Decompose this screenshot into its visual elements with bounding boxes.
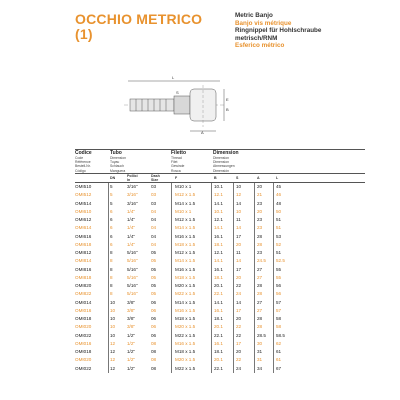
col-a: A xyxy=(257,176,260,180)
cell-dash: 04 xyxy=(151,233,157,239)
cell-codice: OMI020 xyxy=(75,357,92,363)
cell-pollici: 5/16" xyxy=(127,274,138,280)
cell-dn: 5 xyxy=(110,200,113,206)
drawing-label-b: B xyxy=(226,107,229,112)
cell-filetto: M10 x 1 xyxy=(175,184,192,189)
cell-a: 27 xyxy=(257,274,263,280)
cell-dn: 12 xyxy=(110,357,116,363)
cell-b: 14.1 xyxy=(214,200,223,206)
table-row xyxy=(75,323,365,331)
cell-l: 61 xyxy=(276,349,282,354)
cell-a: 28 xyxy=(257,324,263,330)
cell-l: 52 xyxy=(276,241,282,247)
banjo-fitting-drawing xyxy=(120,75,250,135)
cell-s: 22 xyxy=(236,357,242,363)
cell-dn: 10 xyxy=(110,307,116,313)
cell-dn: 12 xyxy=(110,349,116,354)
cell-a: 28 xyxy=(257,316,263,321)
table-row xyxy=(75,249,365,257)
table-row xyxy=(75,307,365,315)
page-title xyxy=(75,12,202,42)
cell-l: 58 xyxy=(276,316,282,321)
header-codice: Codice Code Référence Bestell-Nr. Código xyxy=(75,150,92,173)
cell-pollici: 5/16" xyxy=(127,283,138,288)
cell-a: 23 xyxy=(257,217,263,222)
table-subheader xyxy=(75,173,365,183)
cell-l: 56 xyxy=(276,283,282,288)
cell-codice: OMI816 xyxy=(75,266,92,272)
col-b: B xyxy=(214,176,217,180)
cell-l: 51 xyxy=(276,217,282,222)
cell-b: 12.1 xyxy=(214,192,223,198)
cell-l: 45 xyxy=(276,184,282,189)
column-separator xyxy=(171,183,172,373)
cell-filetto: M16 x 1.5 xyxy=(175,340,196,346)
cell-b: 14.1 xyxy=(214,299,223,305)
table-row xyxy=(75,233,365,241)
cell-dash: 06 xyxy=(151,324,157,330)
cell-dash: 08 xyxy=(151,340,157,346)
cell-dash: 04 xyxy=(151,217,157,222)
title-line-2: (1) xyxy=(75,26,93,42)
table-row xyxy=(75,340,365,348)
cell-s: 14 xyxy=(236,200,242,206)
cell-b: 18.1 xyxy=(214,316,223,321)
cell-filetto: M18 x 1.5 xyxy=(175,241,196,247)
cell-a: 27 xyxy=(257,266,263,272)
cell-a: 28 xyxy=(257,233,263,239)
cell-pollici: 1/2" xyxy=(127,365,136,371)
cell-dash: 04 xyxy=(151,208,157,214)
cell-filetto: M18 x 1.5 xyxy=(175,274,196,280)
cell-dash: 06 xyxy=(151,332,157,338)
cell-filetto: M14 x 1.5 xyxy=(175,200,196,206)
column-separator xyxy=(108,183,109,373)
col-l: L xyxy=(276,176,279,180)
cell-filetto: M10 x 1 xyxy=(175,208,192,214)
cell-filetto: M18 x 1.5 xyxy=(175,316,196,321)
cell-a: 34 xyxy=(257,365,263,371)
cell-codice: OMI822 xyxy=(75,291,92,297)
cell-b: 20.1 xyxy=(214,324,223,330)
table-row xyxy=(75,348,365,356)
cell-b: 16.1 xyxy=(214,340,223,346)
cell-codice: OMI510 xyxy=(75,184,92,189)
cell-a: 31 xyxy=(257,357,263,363)
cell-codice: OMI616 xyxy=(75,233,92,239)
table-row xyxy=(75,208,365,216)
cell-dash: 05 xyxy=(151,274,157,280)
cell-pollici: 1/2" xyxy=(127,349,136,354)
cell-codice: OMI612 xyxy=(75,217,92,222)
title-line-1: OCCHIO METRICO xyxy=(75,11,203,27)
col-dn: DN xyxy=(110,176,116,180)
cell-codice: OMI820 xyxy=(75,283,92,288)
cell-dash: 06 xyxy=(151,299,157,305)
cell-s: 17 xyxy=(236,233,242,239)
cell-s: 24 xyxy=(236,291,242,297)
cell-a: 31 xyxy=(257,349,263,354)
cell-a: 20 xyxy=(257,184,263,189)
cell-a: 23 xyxy=(257,200,263,206)
table-row xyxy=(75,290,365,298)
cell-dn: 6 xyxy=(110,208,113,214)
cell-pollici: 5/16" xyxy=(127,250,138,255)
table-row xyxy=(75,282,365,290)
cell-filetto: M12 x 1.5 xyxy=(175,250,196,255)
cell-a: 21 xyxy=(257,192,263,198)
cell-filetto: M12 x 1.5 xyxy=(175,217,196,222)
cell-codice: OMI812 xyxy=(75,250,92,255)
cell-pollici: 1/4" xyxy=(127,225,136,231)
cell-a: 23 xyxy=(257,225,263,231)
cell-pollici: 1/4" xyxy=(127,233,136,239)
cell-l: 50 xyxy=(276,208,282,214)
cell-dash: 06 xyxy=(151,307,157,313)
cell-filetto: M14 x 1.5 xyxy=(175,258,196,264)
cell-dn: 12 xyxy=(110,340,116,346)
table-row xyxy=(75,224,365,232)
cell-l: 57 xyxy=(276,307,282,313)
cell-l: 61 xyxy=(276,357,282,363)
cell-codice: OMI016 xyxy=(75,340,92,346)
drawing-label-l: L xyxy=(172,75,175,80)
cell-codice: OMI512 xyxy=(75,192,92,198)
cell-filetto: M16 x 1.5 xyxy=(175,307,196,313)
cell-dash: 08 xyxy=(151,349,157,354)
cell-filetto: M14 x 1.5 xyxy=(175,299,196,305)
name-german: Ringnippel für Hohlschraube xyxy=(235,27,322,35)
cell-filetto: M20 x 1.5 xyxy=(175,283,196,288)
cell-dash: 03 xyxy=(151,184,157,189)
cell-l: 67 xyxy=(276,365,282,371)
cell-s: 22 xyxy=(236,332,242,338)
table-row xyxy=(75,299,365,307)
table-body xyxy=(75,183,365,373)
cell-pollici: 5/16" xyxy=(127,258,138,264)
cell-pollici: 1/4" xyxy=(127,208,136,214)
cell-dash: 03 xyxy=(151,192,157,198)
cell-dn: 5 xyxy=(110,192,113,198)
cell-codice: OMI610 xyxy=(75,208,92,214)
cell-dash: 08 xyxy=(151,357,157,363)
cell-pollici: 1/2" xyxy=(127,332,136,338)
cell-b: 22.1 xyxy=(214,332,223,338)
cell-l: 51 xyxy=(276,250,282,255)
cell-b: 12.1 xyxy=(214,250,223,255)
collar xyxy=(174,96,190,114)
cell-s: 10 xyxy=(236,208,242,214)
product-names xyxy=(235,12,321,50)
header-filetto: Filetto Thread Filet Gewinde Rosca xyxy=(171,150,186,173)
name-english: Metric Banjo xyxy=(235,12,273,19)
cell-dash: 04 xyxy=(151,225,157,231)
cell-pollici: 3/8" xyxy=(127,299,136,305)
cell-dash: 05 xyxy=(151,258,157,264)
cell-a: 28 xyxy=(257,283,263,288)
cell-a: 27 xyxy=(257,299,263,305)
cell-filetto: M16 x 1.5 xyxy=(175,266,196,272)
table-row xyxy=(75,356,365,364)
cell-b: 14.1 xyxy=(214,258,223,264)
cell-l: 51 xyxy=(276,225,282,231)
cell-b: 20.1 xyxy=(214,283,223,288)
cell-b: 16.1 xyxy=(214,233,223,239)
table-header xyxy=(75,145,365,173)
cell-s: 14 xyxy=(236,258,242,264)
cell-s: 14 xyxy=(236,225,242,231)
cell-filetto: M18 x 1.5 xyxy=(175,349,196,354)
cell-s: 20 xyxy=(236,241,242,247)
cell-b: 18.1 xyxy=(214,349,223,354)
cell-pollici: 1/4" xyxy=(127,217,136,222)
cell-pollici: 3/16" xyxy=(127,184,138,189)
cell-l: 62 xyxy=(276,340,282,346)
cell-l: 48 xyxy=(276,200,282,206)
cell-dn: 10 xyxy=(110,316,116,321)
cell-dn: 10 xyxy=(110,299,116,305)
cell-b: 20.1 xyxy=(214,357,223,363)
cell-dash: 05 xyxy=(151,291,157,297)
name-spanish: Esferico métrico xyxy=(235,42,285,50)
cell-dash: 05 xyxy=(151,283,157,288)
drawing-label-s: S xyxy=(176,90,179,95)
cell-a: 28.5 xyxy=(257,332,266,338)
cell-b: 18.1 xyxy=(214,274,223,280)
cell-codice: OMI018 xyxy=(75,349,92,354)
cell-s: 11 xyxy=(236,250,241,255)
cell-dn: 6 xyxy=(110,241,113,247)
cell-a: 30 xyxy=(257,340,263,346)
cell-filetto: M22 x 1.5 xyxy=(175,365,196,371)
cell-b: 16.1 xyxy=(214,266,223,272)
cell-dn: 10 xyxy=(110,332,116,338)
cell-s: 10 xyxy=(236,184,242,189)
cell-s: 20 xyxy=(236,274,242,280)
col-s: S xyxy=(236,176,239,180)
cell-dn: 8 xyxy=(110,274,113,280)
cell-dn: 12 xyxy=(110,365,116,371)
cell-filetto: M16 x 1.5 xyxy=(175,233,196,239)
cell-b: 22.1 xyxy=(214,365,223,371)
cell-pollici: 3/8" xyxy=(127,316,136,321)
cell-dn: 8 xyxy=(110,283,113,288)
cell-l: 58 xyxy=(276,324,282,330)
col-pollici: Pollici In xyxy=(127,174,138,182)
cell-b: 10.1 xyxy=(214,208,223,214)
cell-l: 57 xyxy=(276,299,282,305)
cell-dn: 8 xyxy=(110,266,113,272)
cell-a: 24.5 xyxy=(257,258,266,264)
col-f: F xyxy=(175,176,178,180)
table-row xyxy=(75,257,365,265)
cell-a: 28 xyxy=(257,241,263,247)
cell-l: 52.5 xyxy=(276,258,285,264)
cell-b: 10.1 xyxy=(214,184,223,189)
table-row xyxy=(75,266,365,274)
cell-dn: 5 xyxy=(110,184,113,189)
cell-l: 55 xyxy=(276,266,282,272)
cell-filetto: M20 x 1.5 xyxy=(175,324,196,330)
cell-l: 56 xyxy=(276,291,282,297)
cell-pollici: 3/16" xyxy=(127,192,138,198)
drawing-label-a: A xyxy=(201,130,204,135)
cell-l: 58.5 xyxy=(276,332,285,338)
table-row xyxy=(75,274,365,282)
cell-l: 55 xyxy=(276,274,282,280)
cell-s: 20 xyxy=(236,349,242,354)
cell-pollici: 1/2" xyxy=(127,340,136,346)
cell-s: 12 xyxy=(236,192,242,198)
cell-codice: OMI022 xyxy=(75,365,92,371)
cell-codice: OMI016 xyxy=(75,307,92,313)
cell-dash: 03 xyxy=(151,200,157,206)
cell-s: 22 xyxy=(236,324,242,330)
cell-s: 24 xyxy=(236,365,242,371)
cell-b: 18.1 xyxy=(214,241,223,247)
cell-b: 12.1 xyxy=(214,217,223,222)
cell-codice: OMI018 xyxy=(75,316,92,321)
cell-pollici: 3/8" xyxy=(127,324,136,330)
cell-pollici: 5/16" xyxy=(127,266,138,272)
cell-filetto: M22 x 1.5 xyxy=(175,332,196,338)
cell-s: 11 xyxy=(236,217,241,222)
table-row xyxy=(75,365,365,373)
cell-l: 46 xyxy=(276,192,282,198)
table-row xyxy=(75,183,365,191)
cell-pollici: 1/4" xyxy=(127,241,136,247)
cell-pollici: 3/8" xyxy=(127,307,136,313)
cell-filetto: M12 x 1.5 xyxy=(175,192,196,198)
cell-dash: 06 xyxy=(151,316,157,321)
cell-pollici: 5/16" xyxy=(127,291,138,297)
dimension-table xyxy=(75,145,365,373)
name-french: Banjo vis métrique xyxy=(235,19,292,27)
cell-b: 22.1 xyxy=(214,291,223,297)
cell-dn: 10 xyxy=(110,324,116,330)
cell-codice: OMI818 xyxy=(75,274,92,280)
cell-b: 14.1 xyxy=(214,225,223,231)
cell-dash: 04 xyxy=(151,241,157,247)
cell-dash: 08 xyxy=(151,365,157,371)
cell-codice: OMI022 xyxy=(75,332,92,338)
cell-codice: OMI514 xyxy=(75,200,92,206)
cell-pollici: 1/2" xyxy=(127,357,136,363)
table-row xyxy=(75,216,365,224)
cell-codice: OMI814 xyxy=(75,258,92,264)
cell-pollici: 3/16" xyxy=(127,200,138,206)
cell-s: 17 xyxy=(236,307,242,313)
column-separator xyxy=(233,183,234,373)
table-row xyxy=(75,191,365,199)
cell-codice: OMI020 xyxy=(75,324,92,330)
cell-dash: 05 xyxy=(151,266,157,272)
cell-filetto: M22 x 1.5 xyxy=(175,291,196,297)
hose-tail xyxy=(130,99,174,111)
cell-dn: 6 xyxy=(110,233,113,239)
cell-filetto: M14 x 1.5 xyxy=(175,225,196,231)
table-row xyxy=(75,200,365,208)
cell-dn: 8 xyxy=(110,250,113,255)
header-dimension: Dimension Dimension Dimension Abmessungen Dimensión xyxy=(213,150,239,173)
cell-codice: OMI618 xyxy=(75,241,92,247)
cell-a: 20 xyxy=(257,208,263,214)
cell-l: 53 xyxy=(276,233,282,239)
table-row xyxy=(75,315,365,323)
name-german-2: metrisch/RNM xyxy=(235,34,278,42)
cell-filetto: M20 x 1.5 xyxy=(175,357,196,363)
cell-a: 23 xyxy=(257,250,263,255)
cell-s: 22 xyxy=(236,283,242,288)
cell-a: 28 xyxy=(257,291,263,297)
column-separator xyxy=(273,183,274,373)
column-separator xyxy=(254,183,255,373)
column-separator xyxy=(211,183,212,373)
cell-codice: OMI614 xyxy=(75,225,92,231)
table-row xyxy=(75,241,365,249)
cell-a: 27 xyxy=(257,307,263,313)
cell-b: 16.1 xyxy=(214,307,223,313)
cell-s: 17 xyxy=(236,340,242,346)
cell-s: 14 xyxy=(236,299,242,305)
cell-s: 17 xyxy=(236,266,242,272)
cell-dn: 6 xyxy=(110,225,113,231)
cell-codice: OMI014 xyxy=(75,299,92,305)
cell-dn: 8 xyxy=(110,258,113,264)
col-dash: Dash Size xyxy=(151,174,160,182)
cell-dn: 6 xyxy=(110,217,113,222)
drawing-label-e: E xyxy=(226,97,229,102)
cell-dn: 8 xyxy=(110,291,113,297)
cell-dash: 05 xyxy=(151,250,157,255)
table-row xyxy=(75,332,365,340)
header-tubo: Tubo Dimension Tuyau Schlauch Manguera xyxy=(110,150,127,173)
cell-s: 20 xyxy=(236,316,242,321)
